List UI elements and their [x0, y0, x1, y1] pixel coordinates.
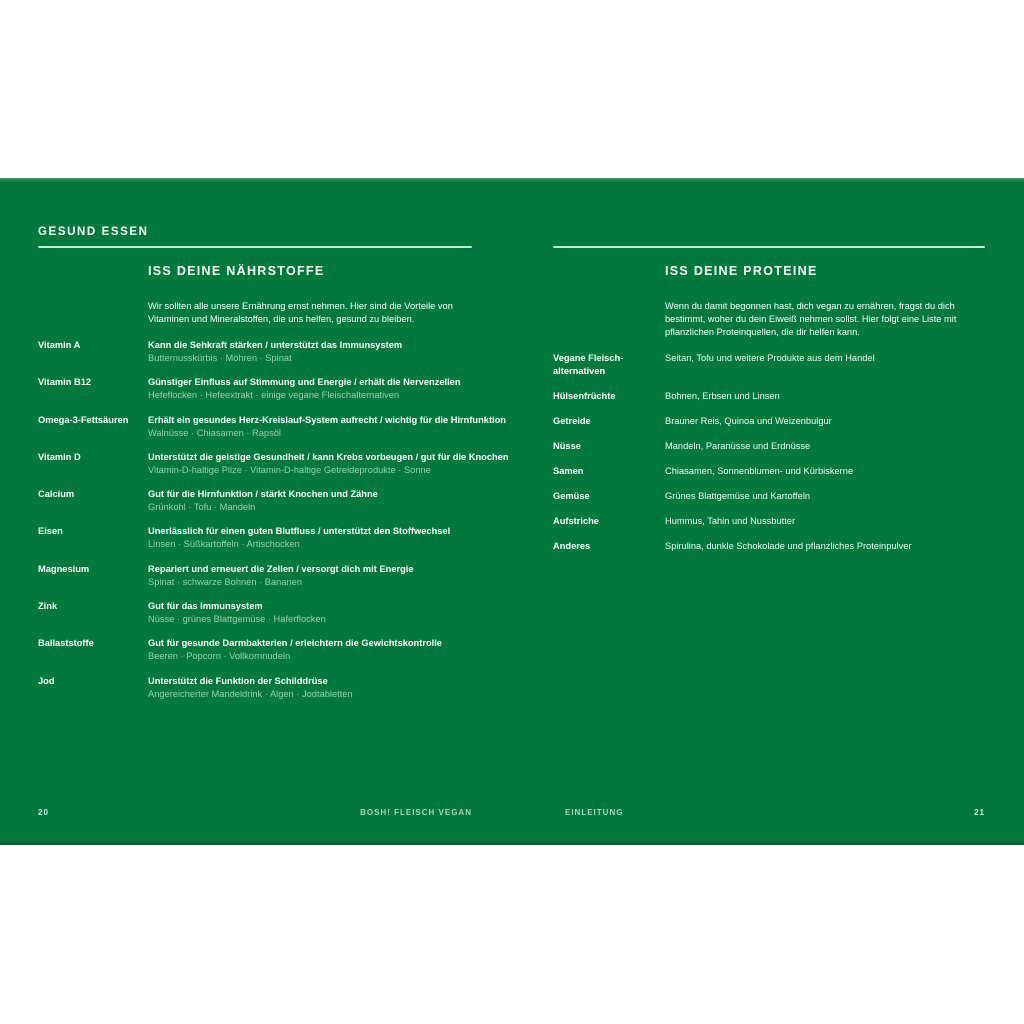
nutrient-detail [148, 451, 512, 477]
nutrient-sources: Grünkohl · Tofu · Mandeln [148, 502, 256, 513]
nutrient-sources: Spinat · schwarze Bohnen · Bananen [148, 576, 303, 587]
protein-sources: Hummus, Tahin und Nussbutter [665, 516, 796, 526]
nutrient-row [38, 451, 512, 477]
protein-term: Vegane Fleisch-alternativen [553, 353, 624, 376]
protein-sources: Grünes Blattgemüse und Kartoffeln [665, 491, 811, 501]
protein-row [553, 390, 993, 403]
nutrient-row [38, 563, 512, 589]
nutrient-term: Vitamin B12 [38, 377, 92, 388]
protein-table [553, 352, 993, 565]
protein-term: Samen [553, 466, 584, 476]
nutrient-benefit: Unterstützt die Funktion der Schilddrüse [148, 675, 328, 686]
left-page-rule [38, 246, 472, 248]
nutrient-benefit: Erhält ein gesundes Herz-Kreislauf-System aufrecht / wichtig für die Hirnfunktion [148, 414, 506, 425]
nutrient-row [38, 525, 512, 551]
nutrient-detail [148, 637, 512, 663]
protein-row [553, 540, 993, 553]
nutrient-term: Magnesium [38, 563, 90, 574]
nutrient-sources: Nüsse · grünes Blattgemüse · Haferflocken [148, 614, 326, 625]
nutrient-benefit: Günstiger Einfluss auf Stimmung und Energie / erhält die Nervenzellen [148, 377, 461, 388]
green-page-spread [0, 178, 1024, 845]
right-column-intro: Wenn du damit begonnen hast, dich vegan zu ernähren, fragst du dich bestimmt, woher du dein Eiweiß nehmen sollst. Hier folgt eine Liste mit pflanzlichen Proteinquellen, die dir helfen kann. [665, 301, 957, 337]
protein-row [553, 465, 993, 478]
nutrient-detail [148, 488, 512, 514]
nutrient-detail [148, 414, 512, 440]
nutrient-term: Zink [38, 601, 58, 612]
nutrient-detail [148, 376, 512, 402]
nutrient-benefit: Gut für gesunde Darmbakterien / erleichtern die Gewichtskontrolle [148, 638, 442, 649]
nutrient-detail [148, 525, 512, 551]
section-heading: GESUND ESSEN [38, 226, 149, 238]
nutrient-sources: Walnüsse · Chiasamen · Rapsöl [148, 427, 281, 438]
protein-term: Hülsenfrüchte [553, 391, 616, 401]
right-page-rule [553, 246, 985, 248]
nutrient-row [38, 376, 512, 402]
protein-sources: Seitan, Tofu und weitere Produkte aus dem Handel [665, 353, 875, 363]
nutrient-row [38, 414, 512, 440]
nutrient-row [38, 675, 512, 701]
nutrient-term: Vitamin A [38, 340, 81, 350]
nutrient-term: Vitamin D [38, 451, 81, 462]
nutrient-row [38, 637, 512, 663]
left-page-number: 20 [38, 808, 49, 817]
nutrient-table [38, 339, 512, 712]
protein-term: Anderes [553, 541, 591, 551]
nutrient-sources: Butternusskürbis · Möhren · Spinat [148, 353, 292, 363]
nutrient-term: Ballaststoffe [38, 638, 94, 649]
nutrient-sources: Hefeflocken · Hefeextrakt · einige vegane Fleischalternativen [148, 390, 400, 401]
protein-sources: Bohnen, Erbsen und Linsen [665, 391, 780, 401]
protein-term: Getreide [553, 416, 591, 426]
nutrient-term: Calcium [38, 489, 75, 500]
protein-sources: Brauner Reis, Quinoa und Weizenbulgur [665, 416, 832, 426]
protein-term: Aufstriche [553, 516, 599, 526]
nutrient-sources: Vitamin-D-haltige Pilze · Vitamin-D-haltige Getreideprodukte · Sonne [148, 464, 431, 475]
nutrient-term: Omega-3-Fettsäuren [38, 414, 129, 425]
nutrient-benefit: Unerlässlich für einen guten Blutfluss / unterstützt den Stoffwechsel [148, 526, 451, 537]
nutrient-benefit: Unterstützt die geistige Gesundheit / kann Krebs vorbeugen / gut für die Knochen [148, 451, 509, 462]
protein-row [553, 352, 993, 378]
nutrient-detail [148, 675, 512, 701]
protein-term: Gemüse [553, 491, 590, 501]
nutrient-benefit: Repariert und erneuert die Zellen / versorgt dich mit Energie [148, 563, 414, 574]
protein-row [553, 515, 993, 528]
book-title-footer: BOSH! FLEISCH VEGAN [360, 808, 472, 817]
protein-term: Nüsse [553, 441, 581, 451]
protein-sources: Mandeln, Paranüsse und Erdnüsse [665, 441, 811, 451]
protein-row [553, 490, 993, 503]
nutrient-term: Jod [38, 675, 55, 686]
protein-row [553, 440, 993, 453]
nutrient-sources: Beeren · Popcorn · Vollkornnudeln [148, 651, 291, 662]
nutrient-sources: Linsen · Süßkartoffeln · Artischocken [148, 539, 300, 550]
protein-sources: Chiasamen, Sonnenblumen- und Kürbiskerne [665, 466, 854, 476]
protein-row [553, 415, 993, 428]
nutrient-sources: Angereicherter Mandeldrink · Algen · Jodtabletten [148, 688, 353, 699]
nutrient-benefit: Gut für das Immunsystem [148, 601, 263, 612]
nutrient-row [38, 600, 512, 626]
nutrient-detail [148, 600, 512, 626]
nutrient-term: Eisen [38, 526, 63, 537]
nutrient-detail [148, 563, 512, 589]
nutrient-row [38, 339, 512, 365]
nutrient-benefit: Gut für die Hirnfunktion / stärkt Knochen und Zähne [148, 489, 378, 500]
left-column-intro: Wir sollten alle unsere Ernährung ernst nehmen. Hier sind die Vorteile von Vitaminen und Mineralstoffen, die uns helfen, gesund zu bleiben. [148, 301, 453, 324]
left-column-title: ISS DEINE NÄHRSTOFFE [148, 264, 325, 278]
right-column-title: ISS DEINE PROTEINE [665, 264, 818, 278]
nutrient-row [38, 488, 512, 514]
right-page-number: 21 [974, 808, 985, 817]
nutrient-detail [148, 339, 512, 365]
chapter-title-footer: EINLEITUNG [565, 808, 624, 817]
protein-sources: Spirulina, dunkle Schokolade und pflanzliches Proteinpulver [665, 541, 912, 551]
nutrient-benefit: Kann die Sehkraft stärken / unterstützt das Immunsystem [148, 340, 403, 350]
